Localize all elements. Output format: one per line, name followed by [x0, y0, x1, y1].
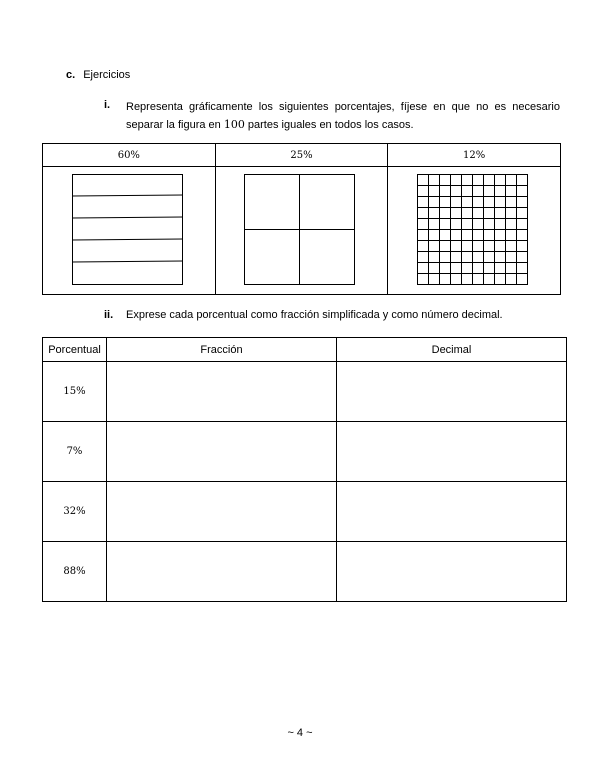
figure-header-60: 60%	[43, 144, 216, 167]
section-letter: c.	[66, 69, 76, 81]
row-percent: 88%	[43, 542, 107, 602]
row-percent: 15%	[43, 362, 107, 422]
decimal-answer-cell[interactable]	[337, 422, 567, 482]
grid-figure[interactable]	[417, 174, 531, 288]
item-i-instruction	[126, 99, 560, 134]
conversion-table	[42, 337, 567, 602]
item-i-number: 100	[223, 118, 245, 131]
decimal-answer-cell[interactable]	[337, 542, 567, 602]
row-percent: 32%	[43, 482, 107, 542]
item-ii-marker: ii.	[104, 309, 114, 321]
header-porcentual: Porcentual	[43, 338, 107, 362]
item-ii-instruction: Exprese cada porcentual como fracción simplificada y como número decimal.	[126, 309, 503, 321]
header-decimal: Decimal	[337, 338, 567, 362]
fraction-answer-cell[interactable]	[107, 482, 337, 542]
page-number: ~ 4 ~	[287, 727, 313, 739]
item-i-text-before: Representa gráficamente los siguientes porcentajes, fíjese en que no es necesario separar la figura en	[126, 101, 560, 131]
item-i-text-after: partes iguales en todos los casos.	[244, 119, 414, 131]
fraction-answer-cell[interactable]	[107, 422, 337, 482]
header-fraccion: Fracción	[107, 338, 337, 362]
decimal-answer-cell[interactable]	[337, 482, 567, 542]
decimal-answer-cell[interactable]	[337, 362, 567, 422]
row-percent: 7%	[43, 422, 107, 482]
figure-header-12: 12%	[388, 144, 561, 167]
figures-table	[42, 143, 561, 295]
table-row	[43, 482, 567, 542]
figure-cell-25	[215, 167, 388, 295]
figure-header-25: 25%	[215, 144, 388, 167]
section-heading	[66, 69, 130, 81]
fraction-answer-cell[interactable]	[107, 362, 337, 422]
section-title: Ejercicios	[83, 69, 131, 81]
strips-figure[interactable]	[72, 174, 186, 288]
table-row	[43, 362, 567, 422]
fraction-answer-cell[interactable]	[107, 542, 337, 602]
quadrants-figure[interactable]	[244, 174, 358, 288]
table-row	[43, 422, 567, 482]
figure-cell-12	[388, 167, 561, 295]
figure-cell-60	[43, 167, 216, 295]
table-row	[43, 542, 567, 602]
item-i-marker: i.	[104, 99, 111, 111]
